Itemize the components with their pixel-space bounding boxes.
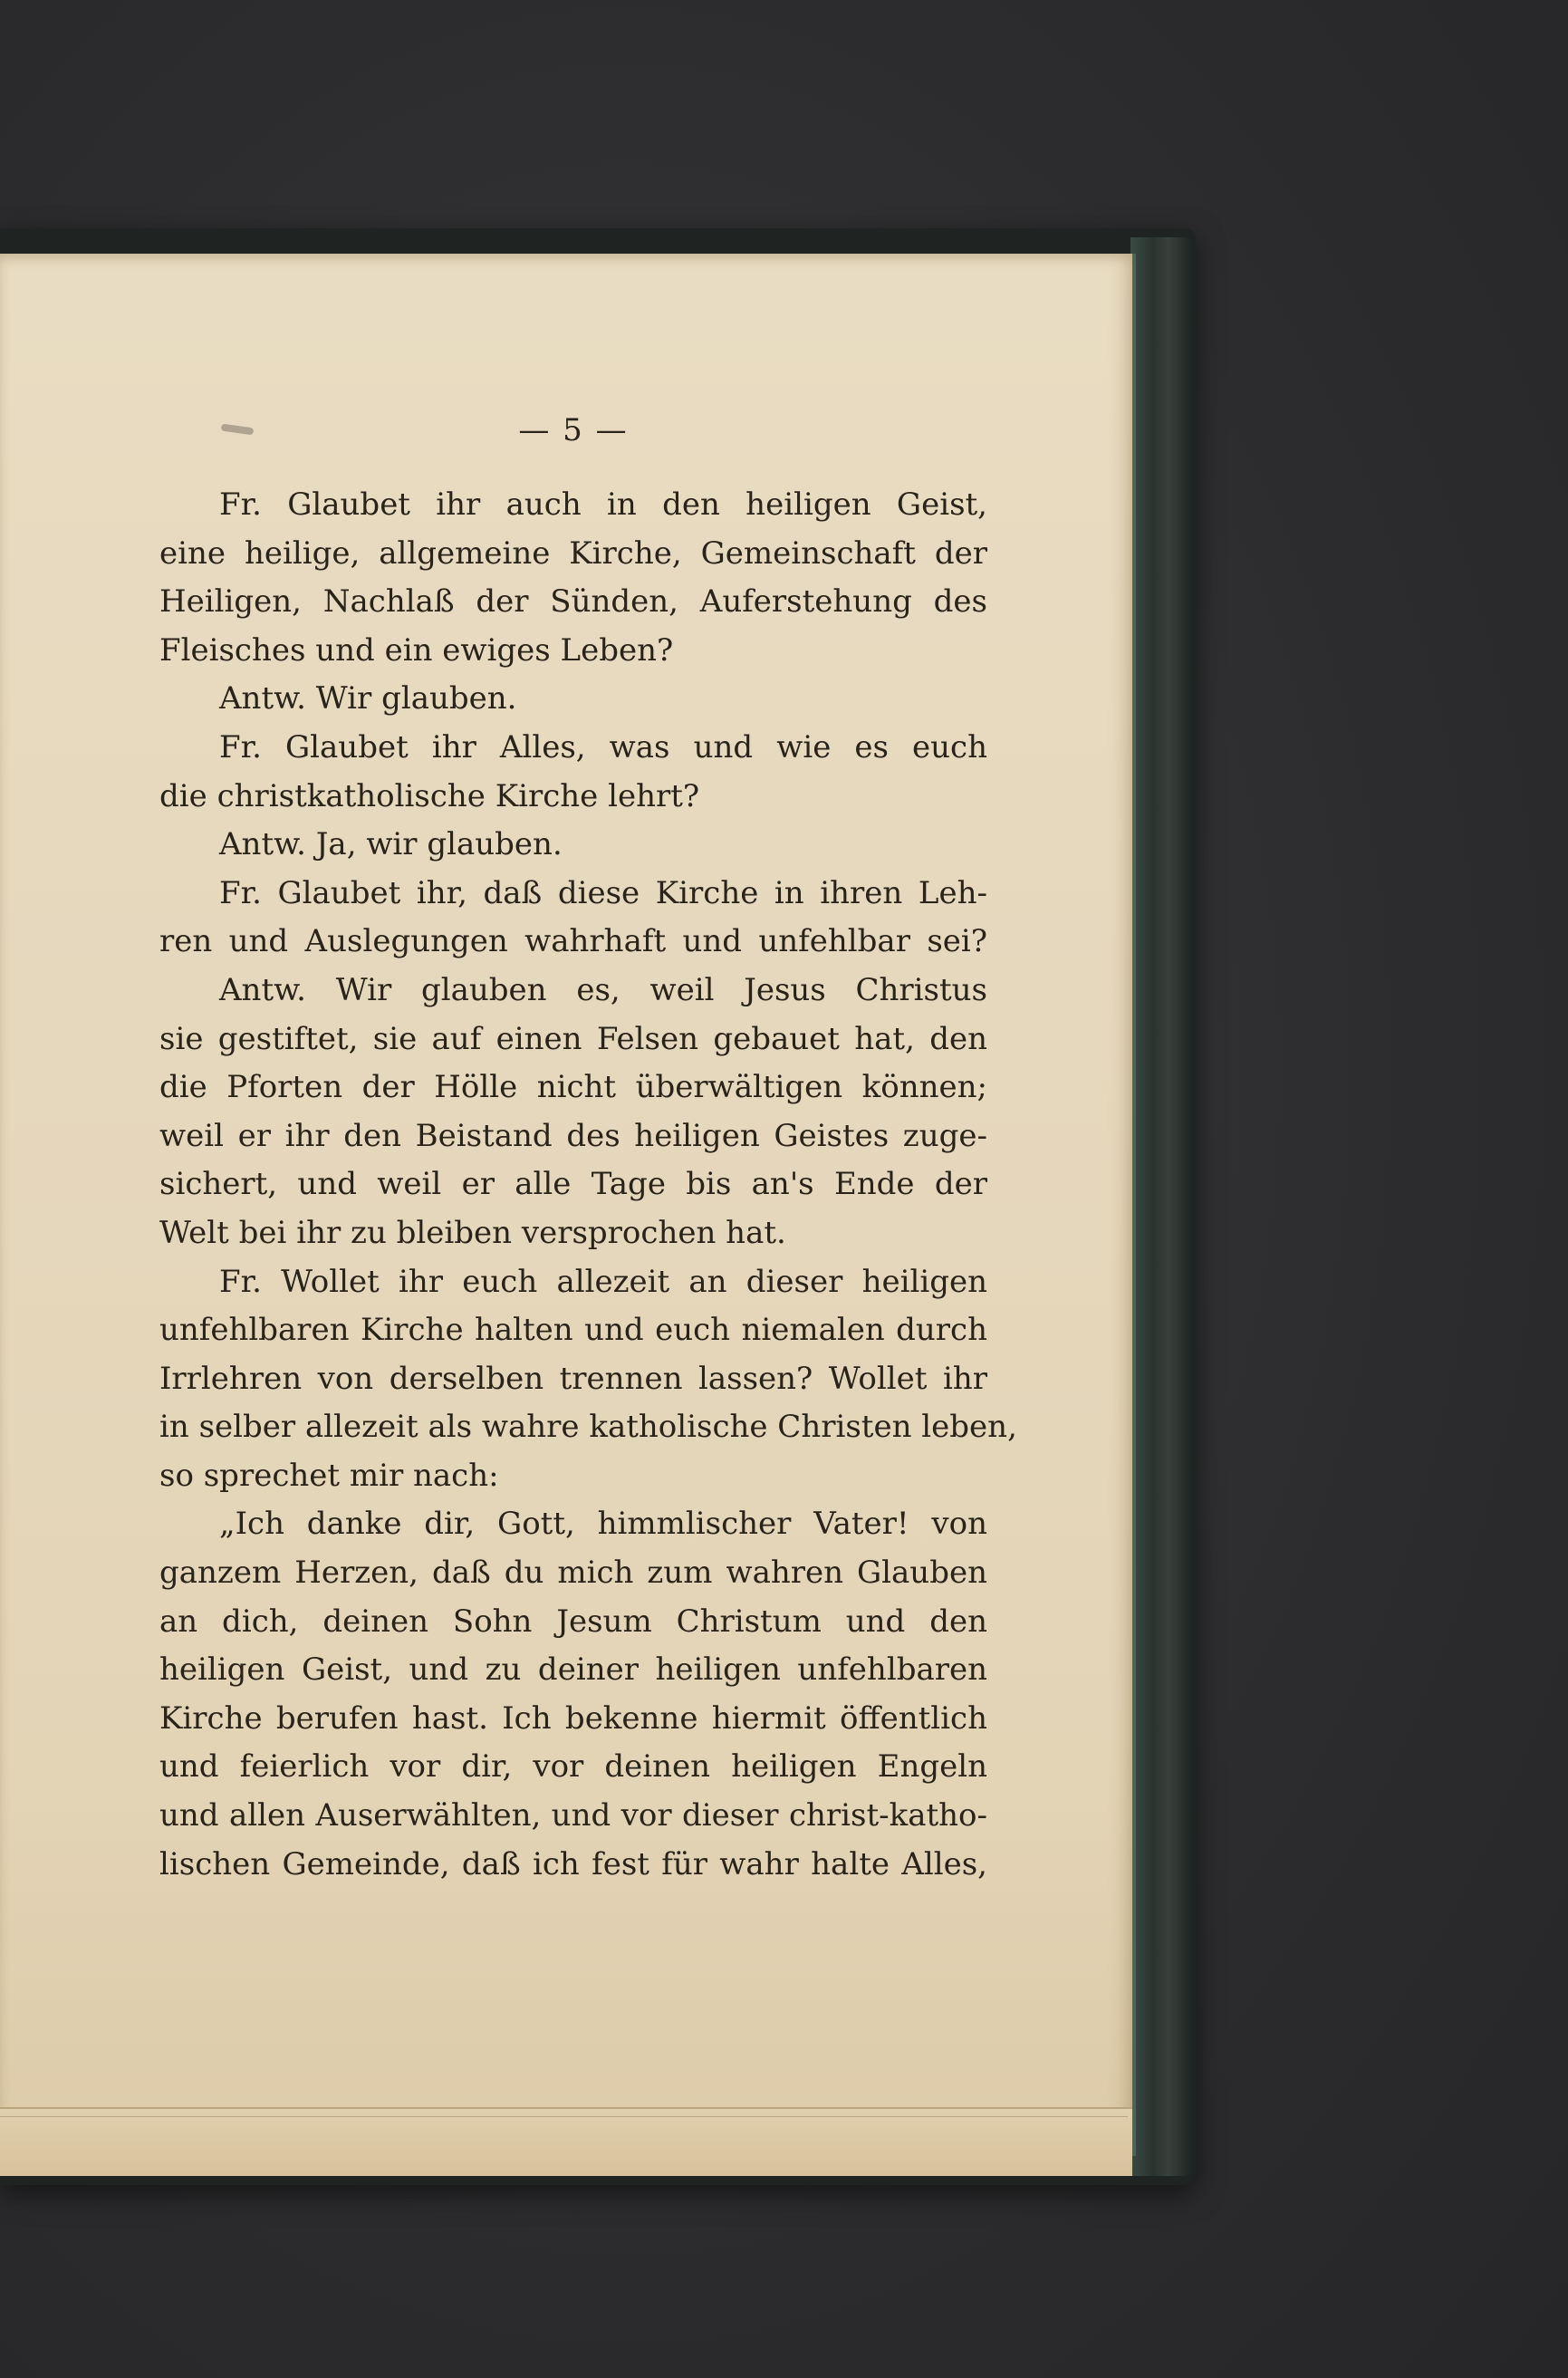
text-line: die christkatholische Kirche lehrt?: [159, 777, 700, 814]
text-line: ganzem Herzen, daß du mich zum wahren Glauben: [159, 1555, 987, 1592]
text-line: Irrlehren von derselben trennen lassen? Wollet ihr: [159, 1360, 987, 1397]
text-lines: [159, 481, 1017, 1889]
text-line: Antw. Wir glauben es, weil Jesus Christus: [219, 971, 987, 1008]
text-line: so sprechet mir nach:: [159, 1457, 499, 1494]
text-line: Fr. Glaubet ihr auch in den heiligen Geist,: [219, 486, 987, 523]
text-line: Heiligen, Nachlaß der Sünden, Auferstehung des: [159, 583, 987, 621]
text-line: sie gestiftet, sie auf einen Felsen gebauet hat, den: [159, 1020, 987, 1057]
text-line: eine heilige, allgemeine Kirche, Gemeinschaft der: [159, 534, 987, 572]
text-line: ren und Auslegungen wahrhaft und unfehlbar sei?: [159, 923, 987, 960]
page-number: — 5 —: [518, 412, 629, 448]
text-line: Fr. Glaubet ihr Alles, was und wie es euch: [219, 728, 987, 765]
text-line: lischen Gemeinde, daß ich fest für wahr halte Alles,: [159, 1845, 987, 1882]
text-line: Fr. Wollet ihr euch allezeit an dieser heiligen: [219, 1263, 987, 1300]
text-line: unfehlbaren Kirche halten und euch niemalen durch: [159, 1312, 987, 1349]
text-line: Welt bei ihr zu bleiben versprochen hat.: [159, 1214, 786, 1251]
text-line: heiligen Geist, und zu deiner heiligen unfehlbaren: [159, 1651, 987, 1689]
text-line: Fr. Glaubet ihr, daß diese Kirche in ihren Leh-: [219, 874, 987, 911]
page-bottom-edge: [0, 2107, 1132, 2176]
text-line: Antw. Ja, wir glauben.: [219, 826, 563, 863]
text-line: und allen Auserwählten, und vor dieser christ-katho-: [159, 1797, 987, 1834]
text-line: weil er ihr den Beistand des heiligen Geistes zuge-: [159, 1117, 987, 1154]
text-line: Antw. Wir glauben.: [219, 680, 517, 717]
text-line: in selber allezeit als wahre katholische Christen leben,: [159, 1409, 1017, 1446]
book-spine: [1130, 237, 1194, 2176]
text-line: sichert, und weil er alle Tage bis an's Ende der: [159, 1166, 987, 1203]
page-edge-line: [0, 2116, 1128, 2117]
text-line: Fleisches und ein ewiges Leben?: [159, 631, 674, 669]
text-line: „Ich danke dir, Gott, himmlischer Vater! von: [219, 1506, 987, 1543]
text-line: die Pforten der Hölle nicht überwältigen können;: [159, 1069, 987, 1106]
text-line: und feierlich vor dir, vor deinen heiligen Engeln: [159, 1748, 987, 1786]
text-line: Kirche berufen hast. Ich bekenne hiermit öffentlich: [159, 1699, 987, 1737]
text-line: an dich, deinen Sohn Jesum Christum und den: [159, 1603, 987, 1640]
